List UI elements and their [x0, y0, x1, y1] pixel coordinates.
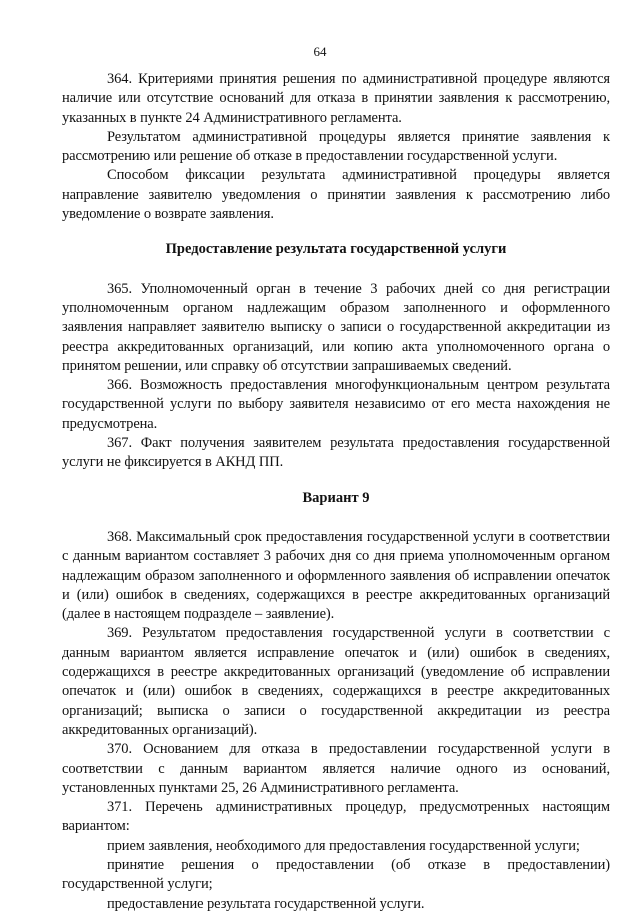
paragraph-369: 369. Результатом предоставления государственной услуги в соответствии с данным вариантом является исправление опечаток и (или) ошибок в сведениях, содержащихся в реестре аккредитованных организаций (уведомление об исправлении опечаток и (или) ошибок в сведениях, содержащихся в реестре аккредитованных организаций; выписка о записи о государственной аккредитации из реестра аккредитованных организаций). — [62, 625, 610, 738]
document-body — [62, 70, 610, 914]
page-number: 64 — [313, 44, 327, 59]
paragraph-364-result: Результатом административной процедуры является принятие заявления к рассмотрению или решение об отказе в предоставлении государственной услуги. — [62, 128, 610, 165]
paragraph-364: 364. Критериями принятия решения по административной процедуре являются наличие или отсутствие оснований для отказа в принятии заявления к рассмотрению, указанных в пункте 24 Административного регламента. — [62, 71, 610, 126]
section-heading-variant: Вариант 9 — [302, 489, 370, 506]
paragraph-365: 365. Уполномоченный орган в течение 3 рабочих дней со дня регистрации уполномоченным органом надлежащим образом заполненного и оформленного заявления направляет заявителю выписку о записи о государственной аккредитации из реестра аккредитованных организаций, или копию акта уполномоченного органа о принятом решении, или справку об отсутствии запрашиваемых сведений. — [62, 280, 610, 374]
paragraph-364-fixation: Способом фиксации результата административной процедуры является направление заявителю уведомления о принятии заявления к рассмотрению либо уведомление о возврате заявления. — [62, 167, 610, 223]
paragraph-371: 371. Перечень административных процедур, предусмотренных настоящим вариантом: — [62, 799, 610, 835]
paragraph-367: 367. Факт получения заявителем результата предоставления государственной услуги не фиксируется в АКНД ПП. — [62, 435, 610, 471]
paragraph-370: 370. Основанием для отказа в предоставлении государственной услуги в соответствии с данным вариантом является наличие одного из оснований, установленных пунктами 25, 26 Административного регламента. — [62, 741, 610, 796]
paragraph-368: 368. Максимальный срок предоставления государственной услуги в соответствии с данным вариантом составляет 3 рабочих дня со дня приема уполномоченным органом надлежащим образом заполненного и оформленного заявления об исправлении опечаток и (или) ошибок в сведениях, содержащихся в реестре аккредитованных организаций (далее в настоящем подразделе – заявление). — [62, 528, 610, 623]
list-item-delivery: предоставление результата государственной услуги. — [107, 895, 425, 912]
section-heading-result: Предоставление результата государственной услуги — [165, 241, 507, 258]
list-item-decision: принятие решения о предоставлении (об отказе в предоставлении) государственной услуги; — [62, 856, 610, 893]
paragraph-366: 366. Возможность предоставления многофункциональным центром результата государственной услуги по выбору заявителя независимо от его места нахождения не предусмотрена. — [62, 377, 610, 432]
list-item-intake: прием заявления, необходимого для предоставления государственной услуги; — [107, 837, 580, 854]
